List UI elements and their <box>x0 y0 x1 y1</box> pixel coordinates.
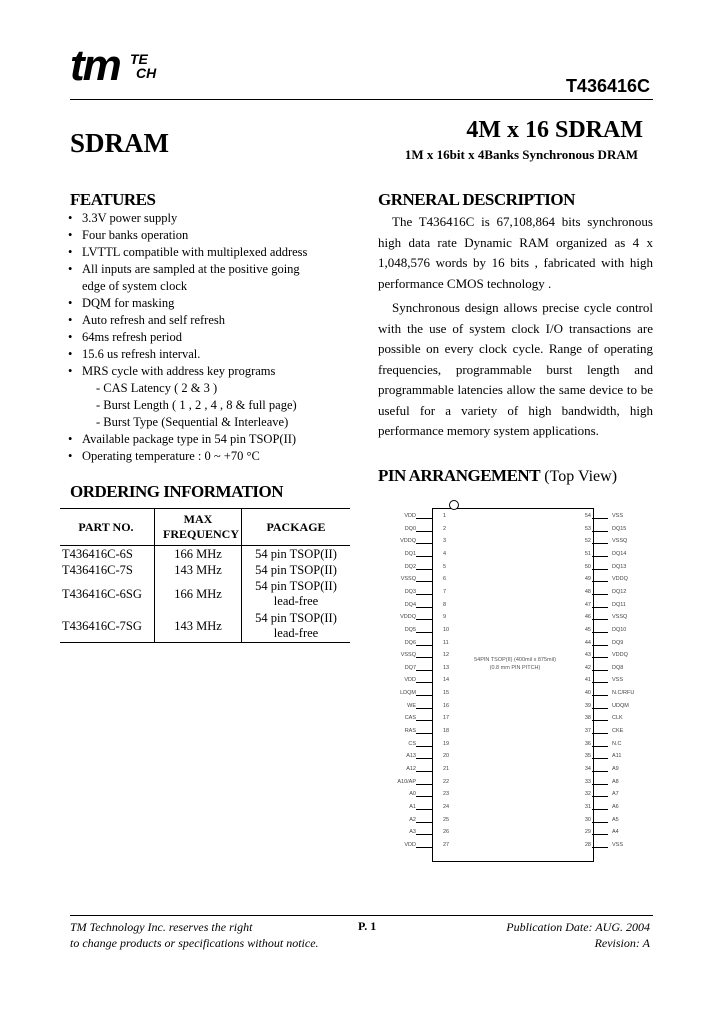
pin-name: VDD <box>404 841 416 848</box>
pin-lead <box>592 607 608 608</box>
pin-14 <box>370 676 460 689</box>
pin-13 <box>370 664 460 677</box>
pin-name: VSSQ <box>612 614 628 621</box>
pin-name: CKE <box>612 728 624 735</box>
cell-pkg: 54 pin TSOP(II) <box>242 546 351 563</box>
pin-name: VSSQ <box>612 538 628 545</box>
pin-38 <box>565 714 655 727</box>
ordering-table <box>60 508 350 643</box>
pin-lead <box>416 847 432 848</box>
pin1-notch <box>449 500 459 510</box>
pin-number: 12 <box>443 652 450 659</box>
pin-number: 9 <box>443 614 447 621</box>
pin-lead <box>592 594 608 595</box>
pin-lead <box>592 556 608 557</box>
pin-lead <box>416 531 432 532</box>
pin-number: 11 <box>443 639 449 646</box>
pin-25 <box>370 816 460 829</box>
logo-text-top: TE <box>130 51 148 67</box>
pin-29 <box>565 828 655 841</box>
pin-name: DQ5 <box>404 626 416 633</box>
pin-name: DQ15 <box>612 525 627 532</box>
pin-number: 41 <box>584 677 591 684</box>
feature-item: • Operating temperature : 0 ~ +70 °C <box>68 448 368 465</box>
pin-lead <box>592 847 608 848</box>
feature-item: • Available package type in 54 pin TSOP(II) <box>68 431 368 448</box>
pin-name: DQ0 <box>404 525 416 532</box>
cell-freq: 143 MHz <box>155 562 242 578</box>
pin-name: DQ2 <box>404 563 416 570</box>
pin-name: A3 <box>409 829 416 836</box>
pin-number: 7 <box>443 588 447 595</box>
pin-number: 8 <box>443 601 447 608</box>
page-number: P. 1 <box>358 919 377 933</box>
pin-lead <box>592 645 608 646</box>
pin-name: CS <box>408 740 416 747</box>
pin-name: DQ11 <box>612 601 626 608</box>
pin-lead <box>416 556 432 557</box>
pin-lead <box>592 619 608 620</box>
feature-item: • MRS cycle with address key programs <box>68 363 368 380</box>
pin-number: 48 <box>584 588 591 595</box>
pin-name: CLK <box>612 715 623 722</box>
pin-number: 13 <box>443 664 450 671</box>
pin-number: 24 <box>443 803 450 810</box>
pin-40 <box>565 689 655 702</box>
pin-number: 46 <box>584 614 591 621</box>
pin-lead <box>592 796 608 797</box>
pin-name: A4 <box>612 829 619 836</box>
pin-lead <box>416 518 432 519</box>
pin-lead <box>416 733 432 734</box>
pin-15 <box>370 689 460 702</box>
pin-name: DQ14 <box>612 550 627 557</box>
pin-name: A10/AP <box>397 778 416 785</box>
pin-name: DQ9 <box>612 639 624 646</box>
pin-number: 1 <box>443 513 447 519</box>
pin-lead <box>416 822 432 823</box>
pin-name: WE <box>407 702 416 709</box>
pin-name: DQ13 <box>612 563 627 570</box>
pin-number: 53 <box>584 525 591 532</box>
category-title: SDRAM <box>70 128 169 158</box>
pin-number: 3 <box>443 538 447 545</box>
pin-number: 26 <box>443 829 450 836</box>
pin-10 <box>370 626 460 639</box>
pin-number: 32 <box>584 791 591 798</box>
pin-name: LDQM <box>400 690 416 697</box>
pin-lead <box>416 682 432 683</box>
pin-number: 19 <box>443 740 450 747</box>
cell-freq: 166 MHz <box>155 546 242 563</box>
pin-52 <box>565 537 655 550</box>
pin-51 <box>565 550 655 563</box>
pin-number: 23 <box>443 791 450 798</box>
pin-name: VDDQ <box>400 614 416 621</box>
pin-lead <box>592 784 608 785</box>
pin-number: 54 <box>584 513 591 519</box>
pin-lead <box>416 543 432 544</box>
cell-part: T436416C-6SG <box>62 586 142 601</box>
cell-part: T436416C-6S <box>62 546 133 561</box>
pin-name: A12 <box>406 766 416 772</box>
cell-pkg: 54 pin TSOP(II) lead-free <box>242 610 351 643</box>
pin-lead <box>592 518 608 519</box>
pin-lead <box>416 569 432 570</box>
pin-number: 29 <box>584 829 591 836</box>
features-heading: FEATURES <box>70 190 156 209</box>
pin-name: A7 <box>612 791 619 798</box>
pin-name: VSS <box>612 677 624 684</box>
pin-lead <box>592 682 608 683</box>
feature-item: • LVTTL compatible with multiplexed address <box>68 244 368 261</box>
pin-number: 16 <box>443 702 450 709</box>
pin-lead <box>416 594 432 595</box>
pin-36 <box>565 740 655 753</box>
pin-name: VDDQ <box>400 538 416 545</box>
pin-28 <box>565 841 655 854</box>
device-subtitle: 1M x 16bit x 4Banks Synchronous DRAM <box>404 147 638 162</box>
pin-lead <box>592 822 608 823</box>
pin-number: 34 <box>584 766 591 772</box>
pin-name: N.C <box>612 740 622 747</box>
pin-4 <box>370 550 460 563</box>
pin-number: 15 <box>443 690 450 697</box>
pin-name: A1 <box>409 803 416 810</box>
pin-19 <box>370 740 460 753</box>
logo-text-bottom: CH <box>136 65 157 81</box>
pin-26 <box>370 828 460 841</box>
pin-lead <box>592 771 608 772</box>
description-paragraph-1: The T436416C is 67,108,864 bits synchronous high data rate Dynamic RAM organized as 4 x 1,048,576 words by 16 bits , fabricated with high performance CMOS technology . <box>378 214 653 291</box>
pin-name: DQ12 <box>612 588 627 595</box>
pin-7 <box>370 588 460 601</box>
pin-name: UDQM <box>612 702 629 709</box>
pin-24 <box>370 803 460 816</box>
pin-lead <box>416 746 432 747</box>
pin-lead <box>416 619 432 620</box>
pin-number: 10 <box>443 626 450 633</box>
pin-number: 6 <box>443 576 447 583</box>
pin-lead <box>592 531 608 532</box>
feature-item: • All inputs are sampled at the positive going <box>68 261 368 278</box>
cell-pkg: 54 pin TSOP(II) <box>242 562 351 578</box>
description-heading: GRNERAL DESCRIPTION <box>378 190 575 209</box>
pin-number: 45 <box>584 626 591 633</box>
description-body <box>378 212 653 446</box>
pin-number: 20 <box>443 753 450 760</box>
col-package-header: PACKAGE <box>242 509 351 546</box>
feature-item: • Auto refresh and self refresh <box>68 312 368 329</box>
pin-number: 14 <box>443 677 450 684</box>
pin-name: RAS <box>404 728 416 735</box>
pin-8 <box>370 601 460 614</box>
table-row <box>60 610 350 643</box>
pin-number: 17 <box>443 715 450 722</box>
pin-lead <box>416 695 432 696</box>
pin-name: A5 <box>612 816 619 823</box>
pin-48 <box>565 588 655 601</box>
device-title: 4M x 16 SDRAM <box>466 117 643 143</box>
pin-12 <box>370 651 460 664</box>
pin-number: 39 <box>584 702 591 709</box>
pin-number: 36 <box>584 740 591 747</box>
pin-number: 25 <box>443 816 450 823</box>
pin-name: DQ1 <box>404 550 416 557</box>
pin-number: 18 <box>443 728 450 735</box>
pin-49 <box>565 575 655 588</box>
pin-lead <box>416 657 432 658</box>
pin-number: 28 <box>584 841 591 848</box>
pin-number: 52 <box>584 538 591 545</box>
pin-name: VDD <box>404 677 416 684</box>
features-list <box>68 210 368 465</box>
pin-44 <box>565 639 655 652</box>
pin-number: 50 <box>584 563 591 570</box>
pin-lead <box>592 746 608 747</box>
pin-number: 51 <box>584 550 591 557</box>
pin-41 <box>565 676 655 689</box>
pin-lead <box>416 708 432 709</box>
col-freq-header: MAX FREQUENCY <box>155 509 242 546</box>
pin-lead <box>416 581 432 582</box>
pin-name: DQ10 <box>612 626 627 633</box>
pin-name: VDDQ <box>612 576 628 583</box>
pin-lead <box>416 784 432 785</box>
pin-name: CAS <box>404 715 416 722</box>
pin-name: DQ8 <box>612 664 624 671</box>
pin-16 <box>370 702 460 715</box>
pin-lead <box>592 657 608 658</box>
table-row <box>60 562 350 578</box>
pin-name: DQ4 <box>404 601 416 608</box>
cell-part: T436416C-7SG <box>60 610 155 643</box>
pin-22 <box>370 778 460 791</box>
footer-rule <box>70 915 653 916</box>
pin-name: A11 <box>612 753 622 760</box>
description-paragraph-2: Synchronous design allows precise cycle control with the use of system clock I/O transactions are possible on every clock cycle. Range of operating frequencies, programmable burst length and programmable latencies allow the same device to be useful for a variety of high bandwidth, high performance memory system applications. <box>378 300 653 438</box>
pin-lead <box>416 670 432 671</box>
pin-42 <box>565 664 655 677</box>
pin-50 <box>565 563 655 576</box>
pin-47 <box>565 601 655 614</box>
pin-name: VSSQ <box>400 576 416 583</box>
table-row <box>60 546 350 563</box>
pin-9 <box>370 613 460 626</box>
pin-lead <box>416 771 432 772</box>
pin-17 <box>370 714 460 727</box>
pin-arrangement-heading: PIN ARRANGEMENT (Top View) <box>378 466 618 485</box>
pin-35 <box>565 752 655 765</box>
cell-pkg: 54 pin TSOP(II) lead-free <box>242 578 351 610</box>
pin-21 <box>370 765 460 778</box>
part-number: T436416C <box>565 76 650 96</box>
package-note: 54PIN TSOP(II) (400mil x 875mil) (0.8 mm PIN PITCH) <box>474 657 556 671</box>
feature-item: • 15.6 us refresh interval. <box>68 346 368 363</box>
feature-item: - Burst Type (Sequential & Interleave) <box>96 415 289 429</box>
pin-number: 21 <box>443 766 450 772</box>
pin-number: 37 <box>584 728 591 735</box>
feature-item: • Four banks operation <box>68 227 368 244</box>
pin-name: VSS <box>612 841 624 848</box>
pin-lead <box>416 720 432 721</box>
pin-number: 40 <box>584 690 591 697</box>
pin-53 <box>565 525 655 538</box>
pin-lead <box>416 632 432 633</box>
pin-name: N.C/RFU <box>612 690 635 697</box>
pin-lead <box>592 695 608 696</box>
pin-27 <box>370 841 460 854</box>
pin-6 <box>370 575 460 588</box>
pin-lead <box>416 758 432 759</box>
cell-part: T436416C-7S <box>62 562 133 577</box>
pin-54 <box>565 512 655 525</box>
pin-name: A2 <box>409 816 416 823</box>
pin-name: DQ6 <box>404 639 416 646</box>
feature-item: • 64ms refresh period <box>68 329 368 346</box>
pin-20 <box>370 752 460 765</box>
pin-46 <box>565 613 655 626</box>
footer-publication: Publication Date: AUG. 2004 Revision: A <box>506 920 650 950</box>
pin-lead <box>416 607 432 608</box>
pin-number: 49 <box>584 576 591 583</box>
pin-name: VDDQ <box>612 652 628 659</box>
cell-freq: 166 MHz <box>155 578 242 610</box>
pin-lead <box>416 796 432 797</box>
pin-31 <box>565 803 655 816</box>
pin-lead <box>416 834 432 835</box>
pin-number: 4 <box>443 550 447 557</box>
pin-32 <box>565 790 655 803</box>
pin-30 <box>565 816 655 829</box>
feature-item: • DQM for masking <box>68 295 368 312</box>
pin-number: 38 <box>584 715 591 722</box>
pin-name: DQ3 <box>404 588 416 595</box>
pin-name: VSSQ <box>400 652 416 659</box>
pin-number: 30 <box>584 816 591 823</box>
pin-33 <box>565 778 655 791</box>
pin-name: VDD <box>404 513 416 519</box>
pin-lead <box>592 632 608 633</box>
pin-number: 35 <box>584 753 591 760</box>
pin-name: A6 <box>612 803 619 810</box>
pin-43 <box>565 651 655 664</box>
pin-lead <box>592 569 608 570</box>
pin-2 <box>370 525 460 538</box>
pin-number: 33 <box>584 778 591 785</box>
pin-1 <box>370 512 460 525</box>
pin-lead <box>592 809 608 810</box>
pin-lead <box>416 645 432 646</box>
pin-3 <box>370 537 460 550</box>
feature-item: - Burst Length ( 1 , 2 , 4 , 8 & full page) <box>96 398 297 412</box>
pin-23 <box>370 790 460 803</box>
pin-number: 42 <box>584 664 591 671</box>
feature-item: edge of system clock <box>82 279 188 293</box>
footer-disclaimer: TM Technology Inc. reserves the right to change products or specifications without notice. <box>70 920 319 950</box>
pin-lead <box>592 543 608 544</box>
pin-number: 47 <box>584 601 591 608</box>
pin-name: DQ7 <box>404 664 416 671</box>
col-part-header: PART NO. <box>60 509 155 546</box>
table-row <box>60 578 350 610</box>
pin-37 <box>565 727 655 740</box>
feature-item: • 3.3V power supply <box>68 210 368 227</box>
pin-number: 27 <box>443 841 450 848</box>
pin-name: A0 <box>409 791 416 798</box>
pin-lead <box>592 758 608 759</box>
company-logo: tm <box>70 41 120 90</box>
pin-name: VSS <box>612 513 624 519</box>
pin-39 <box>565 702 655 715</box>
pin-45 <box>565 626 655 639</box>
pin-number: 22 <box>443 778 450 785</box>
pin-name: A13 <box>406 753 416 760</box>
pin-11 <box>370 639 460 652</box>
pin-number: 44 <box>584 639 591 646</box>
pin-lead <box>592 733 608 734</box>
pin-lead <box>592 834 608 835</box>
pin-number: 43 <box>584 652 591 659</box>
pin-number: 2 <box>443 525 447 532</box>
header-rule <box>70 99 653 100</box>
pin-name: A9 <box>612 766 619 772</box>
pin-lead <box>592 708 608 709</box>
pin-name: A8 <box>612 778 619 785</box>
pin-18 <box>370 727 460 740</box>
cell-freq: 143 MHz <box>155 610 242 643</box>
pin-number: 5 <box>443 563 447 570</box>
ordering-heading: ORDERING INFORMATION <box>70 482 284 501</box>
feature-item: - CAS Latency ( 2 & 3 ) <box>96 381 218 395</box>
pin-34 <box>565 765 655 778</box>
pin-5 <box>370 563 460 576</box>
pin-lead <box>592 581 608 582</box>
pin-lead <box>416 809 432 810</box>
pin-lead <box>592 670 608 671</box>
pin-number: 31 <box>584 803 591 810</box>
pin-lead <box>592 720 608 721</box>
